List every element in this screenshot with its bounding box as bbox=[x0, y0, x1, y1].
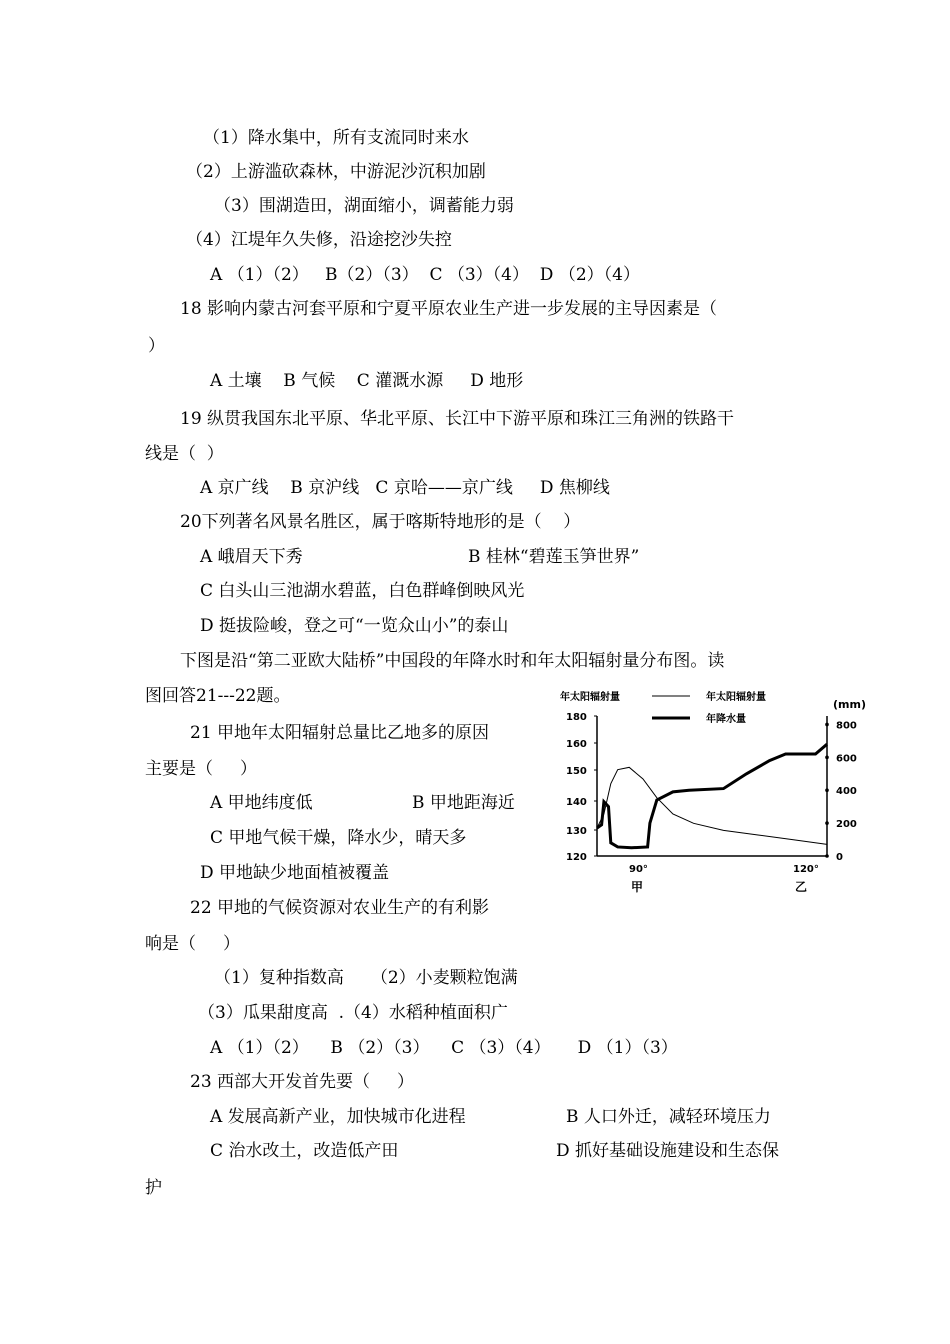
q22-options-1-2: （1）复种指数高 （2）小麦颗粒饱满 bbox=[214, 968, 518, 988]
x-location-label: 乙 bbox=[795, 880, 808, 894]
right-tick bbox=[825, 821, 829, 825]
option-1: （1）降水集中，所有支流同时来水 bbox=[203, 128, 469, 148]
left-axis-title: 年太阳辐射量 bbox=[560, 692, 620, 703]
option-4: （4）江堤年久失修，沿途挖沙失控 bbox=[186, 230, 452, 250]
q23-choice-c: C 治水改土，改造低产田 bbox=[210, 1141, 399, 1161]
q20-choice-c: C 白头山三池湖水碧蓝，白色群峰倒映风光 bbox=[200, 581, 525, 601]
q23-stem: 23 西部大开发首先要（ ） bbox=[190, 1072, 415, 1092]
radiation-precipitation-chart bbox=[560, 688, 880, 898]
right-axis-title: (mm) bbox=[833, 698, 866, 711]
q17-choices: A （1）（2） B（2）（3） C （3）（4） D （2）（4） bbox=[210, 265, 640, 285]
legend-radiation-label: 年太阳辐射量 bbox=[706, 692, 766, 703]
q18-stem-end: ） bbox=[148, 336, 165, 356]
q21-choice-c: C 甲地气候干燥，降水少，晴天多 bbox=[210, 828, 467, 848]
right-tick bbox=[825, 854, 829, 858]
q21-choice-d: D 甲地缺少地面植被覆盖 bbox=[200, 863, 390, 883]
x-tick-label: 120° bbox=[793, 864, 819, 875]
q18-stem: 18 影响内蒙古河套平原和宁夏平原农业生产进一步发展的主导因素是（ bbox=[180, 299, 718, 319]
left-tick-label: 140 bbox=[566, 797, 587, 808]
left-tick-label: 120 bbox=[566, 852, 587, 863]
right-tick-label: 0 bbox=[836, 852, 843, 863]
left-tick-label: 160 bbox=[566, 739, 587, 750]
option-3: （3）围湖造田，湖面缩小，调蓄能力弱 bbox=[214, 196, 514, 216]
q20-choice-b: B 桂林“碧莲玉笋世界” bbox=[468, 547, 640, 567]
q22-stem-end: 响是（ ） bbox=[145, 934, 241, 954]
right-tick-label: 200 bbox=[836, 819, 857, 831]
q22-options-3-4: （3）瓜果甜度高 .（4）水稻种植面积广 bbox=[198, 1003, 508, 1023]
option-2: （2）上游滥砍森林，中游泥沙沉积加剧 bbox=[186, 162, 486, 182]
q21-choice-b: B 甲地距海近 bbox=[412, 793, 515, 813]
q23-choice-a: A 发展高新产业，加快城市化进程 bbox=[210, 1107, 466, 1127]
left-tick-label: 150 bbox=[566, 766, 587, 777]
q23-choice-d: D 抓好基础设施建设和生态保 bbox=[556, 1141, 780, 1161]
q18-choices: A 土壤 B 气候 C 灌溉水源 D 地形 bbox=[210, 371, 524, 391]
q19-choices: A 京广线 B 京沪线 C 京哈——京广线 D 焦柳线 bbox=[200, 478, 610, 498]
x-tick-label: 90° bbox=[629, 864, 648, 875]
q20-stem: 20下列著名风景名胜区，属于喀斯特地形的是（ ） bbox=[180, 512, 581, 532]
q21-choice-a: A 甲地纬度低 bbox=[210, 793, 313, 813]
x-location-label: 甲 bbox=[631, 880, 644, 894]
figure-intro-end: 图回答21---22题。 bbox=[145, 686, 291, 706]
left-tick-label: 130 bbox=[566, 826, 587, 837]
right-tick bbox=[825, 723, 829, 727]
q20-choice-d: D 挺拔险峻，登之可“一览众山小”的泰山 bbox=[200, 616, 509, 636]
precipitation-line bbox=[597, 744, 827, 848]
left-tick-label: 180 bbox=[566, 712, 587, 723]
right-tick-label: 600 bbox=[836, 753, 857, 765]
figure-intro: 下图是沿“第二亚欧大陆桥”中国段的年降水时和年太阳辐射量分布图。读 bbox=[180, 651, 725, 671]
q23-choice-d-end: 护 bbox=[145, 1178, 162, 1198]
q19-stem: 19 纵贯我国东北平原、华北平原、长江中下游平原和珠江三角洲的铁路干 bbox=[180, 409, 735, 429]
right-tick-label: 800 bbox=[836, 720, 857, 732]
right-tick bbox=[825, 756, 829, 760]
radiation-line bbox=[597, 767, 827, 844]
q22-stem: 22 甲地的气候资源对农业生产的有利影 bbox=[190, 898, 490, 918]
q21-stem-end: 主要是（ ） bbox=[145, 759, 258, 779]
legend-precipitation-label: 年降水量 bbox=[706, 714, 746, 725]
q23-choice-b: B 人口外迁，减轻环境压力 bbox=[566, 1107, 771, 1127]
right-tick bbox=[825, 788, 829, 792]
q19-stem-end: 线是（ ） bbox=[145, 444, 224, 464]
right-tick-label: 400 bbox=[836, 786, 857, 798]
q21-stem: 21 甲地年太阳辐射总量比乙地多的原因 bbox=[190, 723, 490, 743]
q20-choice-a: A 峨眉天下秀 bbox=[200, 547, 303, 567]
q22-choices: A （1）（2） B （2）（3） C （3）（4） D （1）（3） bbox=[210, 1038, 678, 1058]
